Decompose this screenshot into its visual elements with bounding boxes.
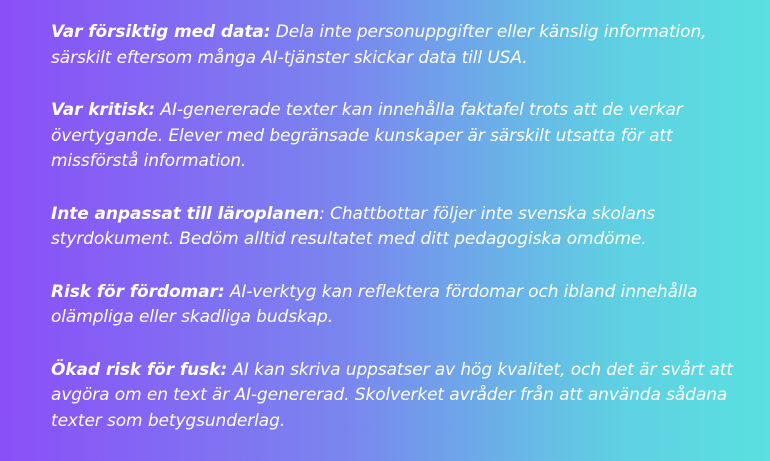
paragraph-body: Dela inte personuppgifter eller känslig information, särskilt eftersom många AI-tjänster skickar data till USA.	[51, 22, 707, 68]
paragraph-heading: Inte anpassat till läroplanen	[51, 203, 320, 224]
paragraph-data-caution	[51, 20, 756, 71]
paragraph-heading: Ökad risk för fusk:	[51, 359, 228, 380]
paragraph-be-critical	[51, 98, 756, 175]
paragraph-heading: Var kritisk:	[51, 100, 156, 120]
paragraph-curriculum	[51, 202, 756, 253]
paragraph-body: AI-verktyg kan reflektera fördomar och ibland innehålla olämpliga eller skadliga budskap.	[51, 281, 698, 327]
paragraph-body: AI kan skriva uppsatser av hög kvalitet, och det är svårt att avgöra om en text är AI-genererad. Skolverket avråder från att använda sådana texter som betygsunderlag.	[51, 359, 733, 431]
guidelines-text-block	[51, 20, 756, 461]
paragraph-body: : Chattbottar följer inte svenska skolans styrdokument. Bedöm alltid resultatet med ditt pedagogiska omdöme.	[51, 203, 656, 249]
paragraph-heading: Risk för fördomar:	[51, 281, 225, 302]
paragraph-body: AI-genererade texter kan innehålla faktafel trots att de verkar övertygande. Elever med begränsade kunskaper är särskilt utsatta för att missförstå information.	[51, 100, 683, 171]
paragraph-bias-risk	[51, 280, 756, 331]
paragraph-heading: Var försiktig med data:	[51, 22, 271, 42]
paragraph-cheating-risk	[51, 358, 756, 435]
